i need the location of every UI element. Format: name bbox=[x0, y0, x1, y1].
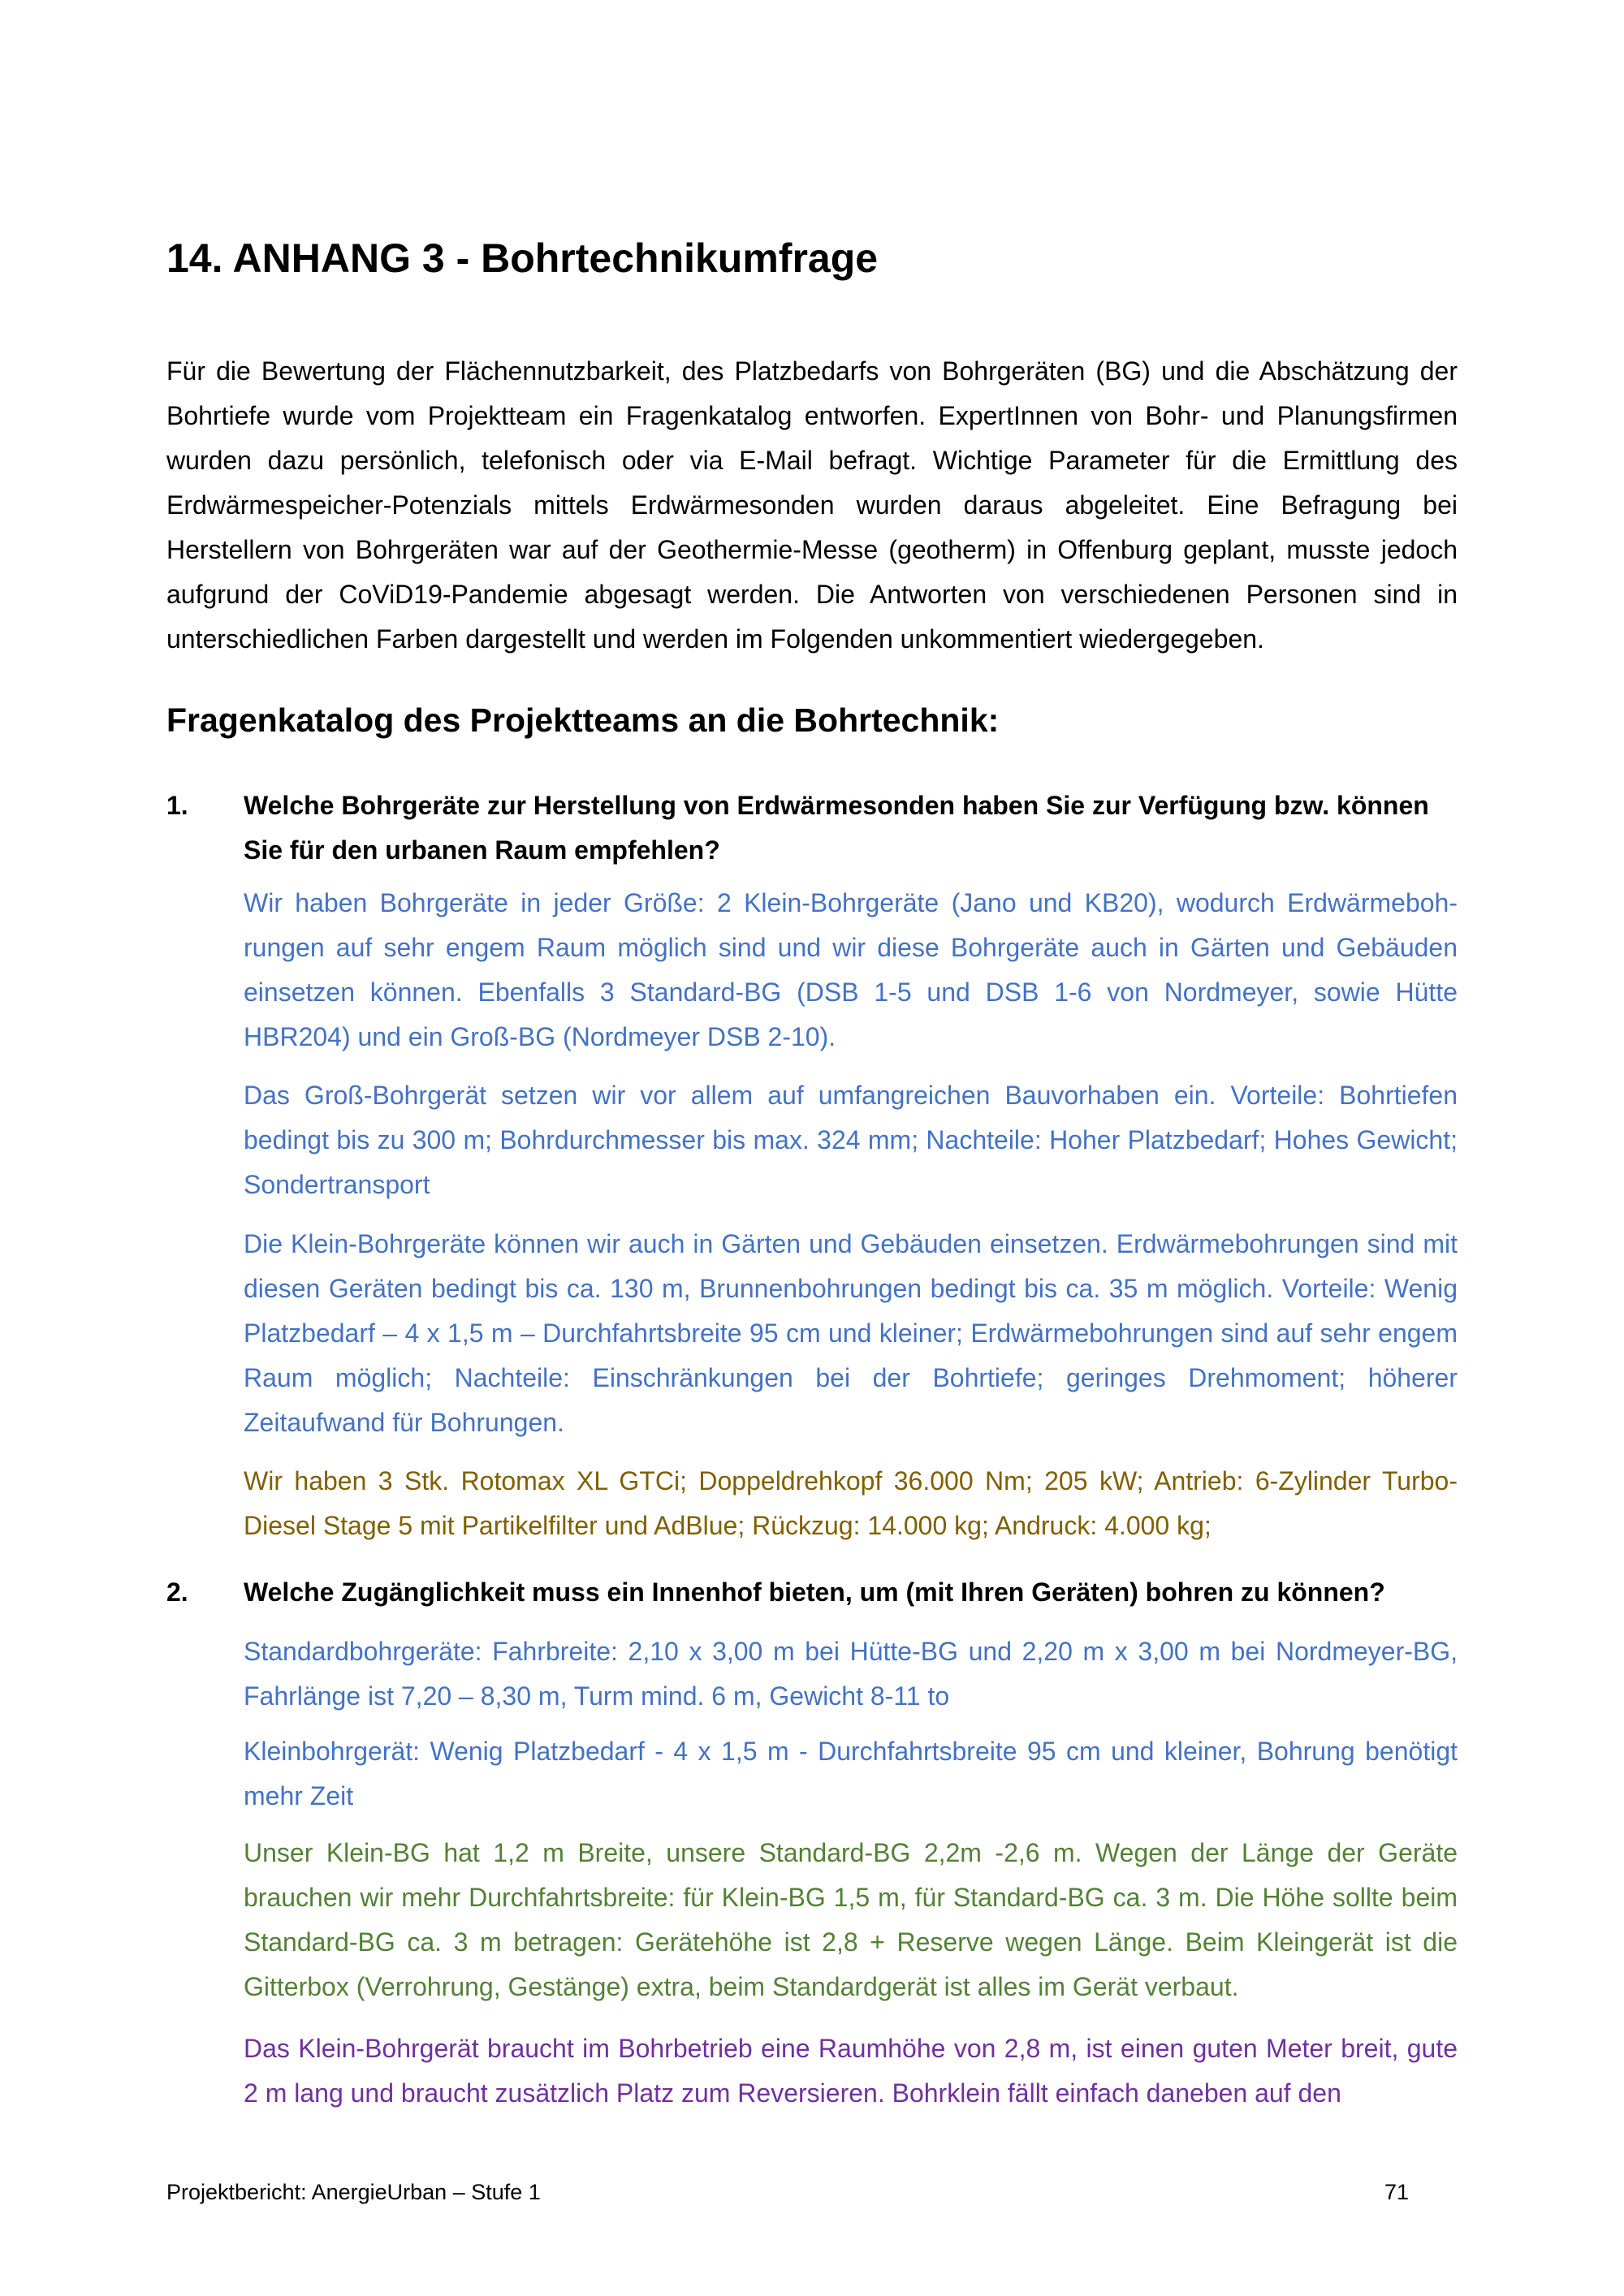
footer-title: Projektbericht: AnergieUrban – Stufe 1 bbox=[166, 2180, 541, 2204]
answer-paragraph: Unser Klein-BG hat 1,2 m Breite, unsere Standard-BG 2,2m -2,6 m. Wegen der Länge der Geräte brauchen wir mehr Durchfahrtsbreite: für Klein-BG 1,5 m, für Standard-BG ca. 3 m. Die Höhe sollte beim Standard-BG ca. 3 m betragen: Gerätehöhe ist 2,8 + Reserve wegen Länge. Beim Kleingerät ist die Gitterbox (Verrohrung, Gestänge) extra, beim Standardgerät ist alles im Gerät verbaut. bbox=[244, 1838, 1458, 2001]
section-heading: 14. ANHANG 3 - Bohrtechnikumfrage bbox=[166, 235, 879, 281]
question-text: Welche Bohrgeräte zur Herstellung von Erdwärmesonden haben Sie zur Verfügung bzw. können Sie für den urbanen Raum empfehlen? bbox=[244, 791, 1429, 865]
answer-paragraph: Wir haben 3 Stk. Rotomax XL GTCi; Doppeldrehkopf 36.000 Nm; 205 kW; Antrieb: 6-Zylinder Turbo-Diesel Stage 5 mit Partikelfilter und AdBlue; Rückzug: 14.000 kg; Andruck: 4.000 kg; bbox=[244, 1466, 1458, 1540]
answer-paragraph: Das Klein-Bohrgerät braucht im Bohrbetrieb eine Raumhöhe von 2,8 m, ist einen guten Meter breit, gute 2 m lang und braucht zusätzlich Platz zum Reversieren. Bohrklein fällt einfach daneben auf den bbox=[244, 2034, 1458, 2108]
question-number: 2. bbox=[166, 1577, 188, 1607]
answer-paragraph: Die Klein-Bohrgeräte können wir auch in Gärten und Gebäuden einsetzen. Erdwärmebohrungen sind mit diesen Geräten bedingt bis ca. 130 m, Brunnenbohrungen bedingt bis ca. 35 m möglich. Vorteile: Wenig Platzbedarf – 4 x 1,5 m – Durchfahrtsbreite 95 cm und kleiner; Erdwärmebohrungen sind auf sehr engem Raum möglich; Nachteile: Einschränkungen bei der Bohrtiefe; geringes Drehmoment; höherer Zeitaufwand für Bohrungen. bbox=[244, 1229, 1458, 1437]
answer-paragraph: Standardbohrgeräte: Fahrbreite: 2,10 x 3,00 m bei Hütte-BG und 2,20 m x 3,00 m bei Nordmeyer-BG, Fahrlänge ist 7,20 – 8,30 m, Turm mind. 6 m, Gewicht 8-11 to bbox=[244, 1637, 1458, 1711]
answer-paragraph: Kleinbohrgerät: Wenig Platzbedarf - 4 x 1,5 m - Durchfahrtsbreite 95 cm und kleiner, Bohrung benötigt mehr Zeit bbox=[244, 1737, 1458, 1810]
answer-paragraph: Wir haben Bohrgeräte in jeder Größe: 2 Klein-Bohrgeräte (Jano und KB20), wodurch Erdwärmebohrungen auf sehr engem Raum möglich sind und wir diese Bohrgeräte auch in Gärten und Gebäuden einsetzen können. Ebenfalls 3 Standard-BG (DSB 1-5 und DSB 1-6 von Nordmeyer, sowie Hütte HBR204) und ein Groß-BG (Nordmeyer DSB 2-10). bbox=[244, 888, 1458, 1051]
subsection-heading: Fragenkatalog des Projektteams an die Bohrtechnik: bbox=[166, 701, 1000, 739]
answer-paragraph: Das Groß-Bohrgerät setzen wir vor allem auf umfangreichen Bauvorhaben ein. Vorteile: Bohrtiefen bedingt bis zu 300 m; Bohrdurchmesser bis max. 324 mm; Nachteile: Hoher Platzbedarf; Hohes Gewicht; Sondertransport bbox=[244, 1081, 1458, 1199]
page-number: 71 bbox=[1384, 2180, 1410, 2204]
intro-paragraph: Für die Bewertung der Flächennutzbarkeit, des Platzbedarfs von Bohrgeräten (BG) und die Abschätzung der Bohrtiefe wurde vom Projektteam ein Fragenkatalog entworfen. ExpertInnen von Bohr- und Planungsfirmen wurden dazu persönlich, telefonisch oder via E-Mail befragt. Wichtige Parameter für die Ermittlung des Erdwärmespeicher-Potenzials mittels Erdwärmesonden wurden daraus abgeleitet. Eine Befragung bei Herstellern von Bohrgeräten war auf der Geothermie-Messe (geotherm) in Offenburg geplant, musste jedoch aufgrund der CoViD19-Pandemie abgesagt werden. Die Antworten von verschiedenen Personen sind in unterschiedlichen Farben dargestellt und werden im Folgenden unkommentiert wiedergegeben. bbox=[166, 356, 1458, 654]
question-number: 1. bbox=[166, 791, 188, 820]
question-text: Welche Zugänglichkeit muss ein Innenhof bieten, um (mit Ihren Geräten) bohren zu können? bbox=[244, 1577, 1385, 1607]
